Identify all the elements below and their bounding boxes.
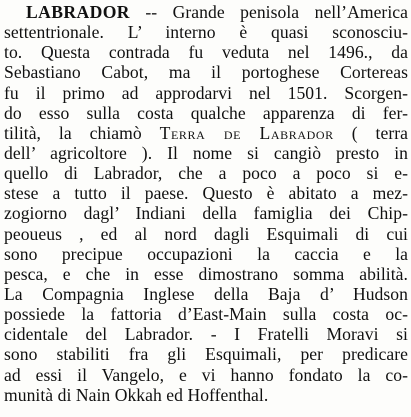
entry-line-1 — [4, 2, 408, 22]
entry-line-14: pesca, e che in esse dimostrano somma abilità. — [4, 263, 408, 284]
entry-line-11: zogiorno dagl’ Indiani della famiglia dei Chip- — [4, 203, 408, 224]
entry-line-7-before: tilità, la chiamò — [4, 122, 160, 143]
entry-term-terra-de-labrador: Terra de Labrador — [159, 122, 334, 143]
entry-line-3: to. Questa contrada fu veduta nel 1496., da — [4, 42, 408, 63]
entry-line-15: La Compagnia Inglese della Baja d’ Hudson — [4, 283, 408, 304]
entry-line-18: sono stabiliti fra gli Esquimali, per predicare — [4, 344, 408, 365]
entry-line-12: peoueus , ed al nord dagli Esquimali di cui — [4, 223, 408, 244]
entry-line-19: ad essi il Vangelo, e vi hanno fondato la co- — [4, 364, 408, 385]
entry-headword: LABRADOR — [26, 2, 130, 22]
entry-line-13: sono precipue occupazioni la caccia e la — [4, 243, 408, 264]
entry-line-2: settentrionale. L’ interno è quasi sconosciu- — [4, 22, 408, 43]
entry-line-16: possiede la fattoria d’East-Main sulla costa oc- — [4, 304, 408, 325]
entry-line-10: stese a tutto il paese. Questo è abitato a mez- — [4, 183, 408, 204]
entry-line-7 — [4, 123, 408, 143]
entry-line-5: fu il primo ad approdarvi nel 1501. Scorgen- — [4, 82, 408, 103]
entry-line-17: cidentale del Labrador. - I Fratelli Moravi si — [4, 324, 408, 345]
entry-line-4: Sebastiano Cabot, ma il portoghese Cortereas — [4, 62, 408, 83]
entry-line-7-after: ( terra — [333, 122, 409, 143]
entry-line-8: dell’ agricoltore ). Il nome si cangiò presto in — [4, 142, 408, 163]
entry-line-1-text: -- Grande penisola nell’America — [129, 2, 408, 22]
entry-line-9: quello di Labrador, che a poco a poco si e- — [4, 163, 408, 184]
entry-line-20: munità di Nain Okkah ed Hoffenthal. — [4, 384, 269, 405]
entry-line-6: do esso sulla costa qualche apparenza di fer- — [4, 102, 408, 123]
dictionary-entry-labrador — [4, 2, 408, 405]
